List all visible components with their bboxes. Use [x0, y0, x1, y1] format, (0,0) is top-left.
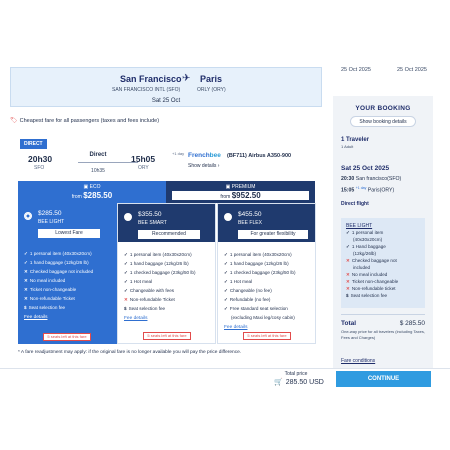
fare-feature: ✓ 1 Hand baggage — [346, 243, 420, 250]
total-price-label: Total price — [284, 371, 308, 377]
origin-city: San Francisco — [120, 74, 182, 84]
plane-icon: ✈ — [182, 73, 191, 84]
fare-feature: ✓ 1 personal item — [346, 229, 420, 236]
fare-feature: ✓ Changeable with fees — [124, 286, 210, 295]
total-amount: $ 285.50 — [399, 320, 425, 327]
show-booking-details-button[interactable]: Show booking details — [350, 116, 416, 127]
fare-name: BEE SMART — [138, 220, 167, 226]
top-dates — [333, 64, 433, 82]
fare-header — [18, 203, 117, 241]
flight-type: Direct — [89, 152, 107, 158]
seat-icon: ▣ — [83, 184, 90, 190]
fare-feature: $ Seat selection fee — [24, 303, 112, 312]
fee-details-link[interactable]: Fee details — [24, 315, 48, 320]
fare-feature: ✕ No meal included — [346, 271, 420, 278]
fare-price: $455.50 — [238, 211, 262, 218]
fare-header — [218, 204, 315, 242]
booking-title: YOUR BOOKING — [355, 105, 411, 112]
seats-left-badge: 5 seats left at this fare — [43, 333, 91, 341]
depart-code: SFO — [34, 165, 45, 171]
fee-details-link[interactable]: Fee details — [124, 316, 148, 321]
tag-icon: 🏷 — [10, 118, 18, 124]
airline-first: French — [188, 152, 210, 159]
fare-feature: ✕ Checked baggage not included — [24, 267, 112, 276]
cart-icon: 🛒 — [274, 379, 283, 386]
cabin-economy-name: ▣ ECO — [83, 184, 101, 190]
fare-feature: ✓ Refundable (no fee) — [224, 295, 310, 304]
fare-feature: $ Seat selection fee — [346, 292, 420, 299]
fare-feature: ✓ 1 hand baggage (12kg/26 lb) — [224, 259, 310, 268]
fare-card[interactable] — [117, 203, 216, 344]
fare-disclaimer: * A fare readjustment may apply: if the original fare is no longer available you will pay the price difference. — [18, 350, 242, 355]
destination-airport: ORLY (ORY) — [197, 87, 226, 93]
total-price: 🛒 285.50 USD — [274, 379, 324, 386]
fare-feature: ✓ Changeable (no fee) — [224, 286, 310, 295]
airline-second: bee — [209, 152, 221, 159]
date-right: 25 Oct 2025 — [397, 67, 427, 73]
fare-feature: ✓ 1 personal item (40x30x20cm) — [24, 249, 112, 258]
segment-arrive: 15:05 $^{+1 day}$ Paris(ORY) — [341, 186, 395, 194]
seats-left-badge: 5 seats left at this fare — [143, 332, 191, 340]
total-label: Total — [341, 320, 357, 327]
seat-icon: ▣ — [225, 184, 232, 190]
fare-feature: ✓ 1 Hot meal — [124, 277, 210, 286]
fare-feature: ✕ No meal included — [24, 276, 112, 285]
fare-price: $285.50 — [38, 210, 62, 217]
fare-features — [18, 241, 117, 320]
fare-features — [118, 242, 215, 321]
fare-feature: ✓ 1 personal item (40x30x20cm) — [124, 250, 210, 259]
panel-divider — [341, 314, 425, 315]
cheapest-fare-note — [10, 117, 159, 124]
show-details-link[interactable]: Show details › — [188, 163, 220, 169]
adult-count: 1 Adult — [341, 144, 354, 149]
booking-date: Sat 25 Oct 2025 — [341, 165, 390, 172]
route-header — [10, 67, 322, 107]
flight-line — [78, 162, 138, 163]
fare-feature: (12kg/26lb) — [353, 251, 376, 256]
fare-feature: ✓ 1 Hot meal — [224, 277, 310, 286]
booking-panel — [333, 96, 433, 368]
fare-features — [218, 242, 315, 330]
flight-number: (BF711) Airbus A350-900 — [227, 153, 292, 159]
fare-feature: ✓ 1 checked baggage (23kg/50 lb) — [124, 268, 210, 277]
fare-radio[interactable] — [224, 213, 232, 221]
fare-feature: ✕ Ticket non-changeable — [24, 285, 112, 294]
fare-card[interactable] — [217, 203, 316, 344]
fare-feature: (excluding Maxi leg/cosy cabin) — [231, 315, 295, 320]
cheapest-fare-text: Cheapest fare for all passengers (taxes and fees include) — [19, 118, 160, 124]
fare-conditions-link[interactable]: Fare conditions — [341, 358, 376, 364]
fare-feature: ✕ Non-refundable Ticket — [24, 294, 112, 303]
cabin-premium-tab[interactable] — [166, 181, 315, 203]
fee-details-link[interactable]: Fee details — [224, 325, 248, 330]
traveler-count: 1 Traveler — [341, 137, 370, 143]
fare-feature: (40x30x20cm) — [353, 237, 383, 242]
segment-depart: 20:30 San francisco(SFO) — [341, 176, 402, 182]
airline-logo — [188, 152, 221, 159]
fare-feature: ✓ 1 hand baggage (12kg/26 lb) — [124, 259, 210, 268]
destination-city: Paris — [200, 74, 223, 84]
fare-name: BEE LIGHT — [38, 219, 65, 225]
fare-feature: ✓ 1 personal item (40x30x20cm) — [224, 250, 310, 259]
fare-label: For greater flexibility — [238, 230, 308, 239]
fare-feature: ✕ Non-refundable ticket — [346, 285, 420, 292]
cabin-premium-price: from $952.50 — [172, 191, 309, 200]
fare-feature: ✕ Checked baggage not — [346, 257, 420, 264]
plus-day: +1 day — [172, 151, 185, 156]
flight-duration: 10h35 — [91, 168, 105, 174]
fare-feature: ✓ Free standard seat selection — [224, 304, 310, 313]
fare-feature: ✓ 1 checked baggage (23kg/50 lb) — [224, 268, 310, 277]
depart-time: 20h30 — [28, 154, 53, 164]
fare-feature: ✕ Ticket non-changeable — [346, 278, 420, 285]
fare-feature: $ Seat selection fee — [124, 304, 210, 313]
cabin-economy-tab[interactable] — [18, 181, 166, 203]
cabin-premium-name: ▣ PREMIUM — [225, 184, 256, 190]
arrive-time: 15h05 — [131, 154, 156, 164]
fare-price: $355.50 — [138, 211, 162, 218]
fare-label: Lowest Fare — [38, 229, 100, 238]
selected-fare-name[interactable]: BEE LIGHT — [346, 223, 373, 229]
fare-radio[interactable] — [124, 213, 132, 221]
cabin-economy-price: from $285.50 — [71, 191, 113, 200]
selected-fare-box — [341, 218, 425, 308]
fare-feature: ✓ 1 hand baggage (12kg/26 lb) — [24, 258, 112, 267]
seats-left-badge: 5 seats left at this fare — [243, 332, 291, 340]
continue-button[interactable]: CONTINUE — [336, 371, 431, 387]
direct-badge: DIRECT — [20, 139, 47, 149]
route-date: Sat 25 Oct — [151, 98, 181, 104]
arrive-code: ORY — [138, 165, 149, 171]
fare-feature: included — [353, 265, 371, 270]
date-left: 25 Oct 2025 — [341, 67, 371, 73]
fare-radio-selected[interactable] — [24, 212, 32, 220]
fare-label: Recommended — [138, 230, 200, 239]
fare-card[interactable] — [18, 203, 117, 344]
fare-name: BEE FLEX — [238, 220, 262, 226]
total-note: One-way price for all travelers (including Taxes, Fees and Charges) — [341, 329, 425, 340]
direct-flight-label: Direct flight — [341, 201, 369, 207]
origin-airport: SAN FRANCISCO INTL (SFO) — [112, 87, 181, 93]
fare-header — [118, 204, 215, 242]
fare-feature: ✕ Non-refundable Ticket — [124, 295, 210, 304]
flight-row — [20, 152, 312, 178]
selected-fare-features — [346, 229, 420, 299]
